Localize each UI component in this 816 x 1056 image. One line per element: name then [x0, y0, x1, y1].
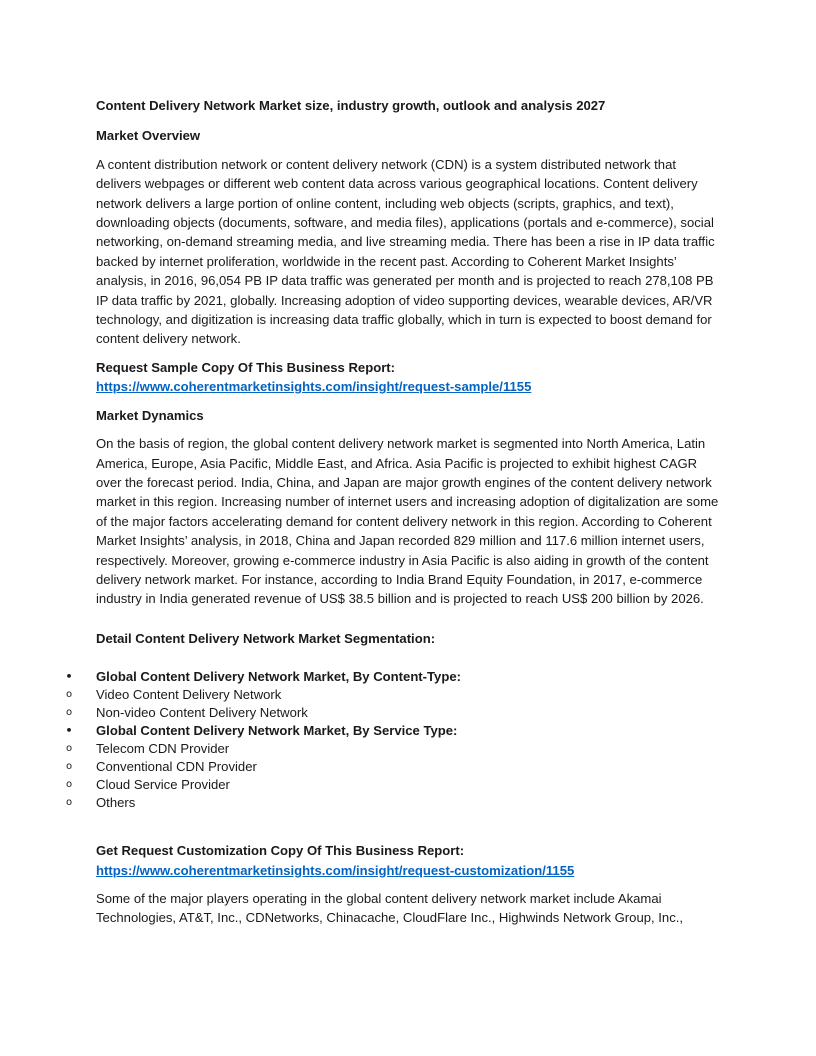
- circle-bullet-icon: o: [65, 797, 73, 809]
- customization-request-link[interactable]: https://www.coherentmarketinsights.com/insight/request-customization/1155: [96, 862, 575, 878]
- list-item-label: Non-video Content Delivery Network: [96, 705, 308, 721]
- customization-request-label: Get Request Customization Copy Of This Business Report:: [96, 843, 465, 859]
- bullet-icon: •: [65, 670, 73, 684]
- list-item-label: Conventional CDN Provider: [96, 759, 257, 775]
- list-item: [65, 776, 720, 794]
- segmentation-heading: Detail Content Delivery Network Market Segmentation:: [96, 630, 436, 646]
- list-item: [65, 740, 720, 758]
- list-item-label: Cloud Service Provider: [96, 777, 230, 793]
- list-item-label: Others: [96, 795, 136, 811]
- list-item: [65, 686, 720, 704]
- circle-bullet-icon: o: [65, 779, 73, 791]
- circle-bullet-icon: o: [65, 761, 73, 773]
- market-dynamics-heading: Market Dynamics: [96, 407, 204, 423]
- list-item-label: Global Content Delivery Network Market, By Service Type:: [96, 723, 458, 739]
- segment-group-content-type: [65, 668, 720, 686]
- segment-group-service-type: [65, 722, 720, 740]
- bullet-icon: •: [65, 724, 73, 738]
- segmentation-list: [65, 668, 720, 812]
- document-page: [65, 96, 720, 937]
- list-item-label: Telecom CDN Provider: [96, 741, 230, 757]
- sample-request-label: Request Sample Copy Of This Business Report:: [96, 359, 396, 375]
- document-title: Content Delivery Network Market size, industry growth, outlook and analysis 2027: [96, 98, 606, 113]
- circle-bullet-icon: o: [65, 743, 73, 755]
- market-overview-heading: Market Overview: [96, 128, 201, 144]
- list-item-label: Global Content Delivery Network Market, By Content-Type:: [96, 669, 461, 685]
- major-players-paragraph: Some of the major players operating in the global content delivery network market include Akamai Technologies, AT&T, Inc., CDNetworks, Chinacache, CloudFlare Inc., Highwinds Network Group, Inc.,: [96, 890, 684, 926]
- list-item: [65, 758, 720, 776]
- market-overview-paragraph: A content distribution network or content delivery network (CDN) is a system distributed network that delivers webpages or different web content data across various geographical locations. Content delivery network delivers a large portion of online content, including web objects (scripts, graphics, and text), downloading objects (documents, software, and media files), applications (portals and e-commerce), social networking, on-demand streaming media, and live streaming media. There has been a rise in IP data traffic backed by internet proliferation, worldwide in the recent past. According to Coherent Market Insights’ analysis, in 2016, 96,054 PB IP data traffic was generated per month and is projected to reach 278,108 PB IP data traffic by 2021, globally. Increasing adoption of video supporting devices, wearable devices, AR/VR technology, and digitization is increasing data traffic globally, which in turn is expected to boost demand for content delivery network.: [96, 156, 715, 347]
- circle-bullet-icon: o: [65, 707, 73, 719]
- list-item: [65, 794, 720, 812]
- list-item: [65, 704, 720, 722]
- circle-bullet-icon: o: [65, 689, 73, 701]
- sample-request-link[interactable]: https://www.coherentmarketinsights.com/insight/request-sample/1155: [96, 379, 532, 395]
- market-dynamics-paragraph: On the basis of region, the global content delivery network market is segmented into North America, Latin America, Europe, Asia Pacific, Middle East, and Africa. Asia Pacific is projected to exhibit highest CAGR over the forecast period. India, China, and Japan are major growth engines of the content delivery network market in this region. Increasing number of internet users and increasing adoption of digitalization are some of the major factors accelerating demand for content delivery network in this region. According to Coherent Market Insights’ analysis, in 2018, China and Japan recorded 829 million and 117.6 million internet users, respectively. Moreover, growing e-commerce industry in Asia Pacific is also aiding in growth of the content delivery network market. For instance, according to India Brand Equity Foundation, in 2017, e-commerce industry in India generated revenue of US$ 38.5 billion and is projected to reach US$ 200 billion by 2026.: [96, 436, 719, 607]
- list-item-label: Video Content Delivery Network: [96, 687, 282, 703]
